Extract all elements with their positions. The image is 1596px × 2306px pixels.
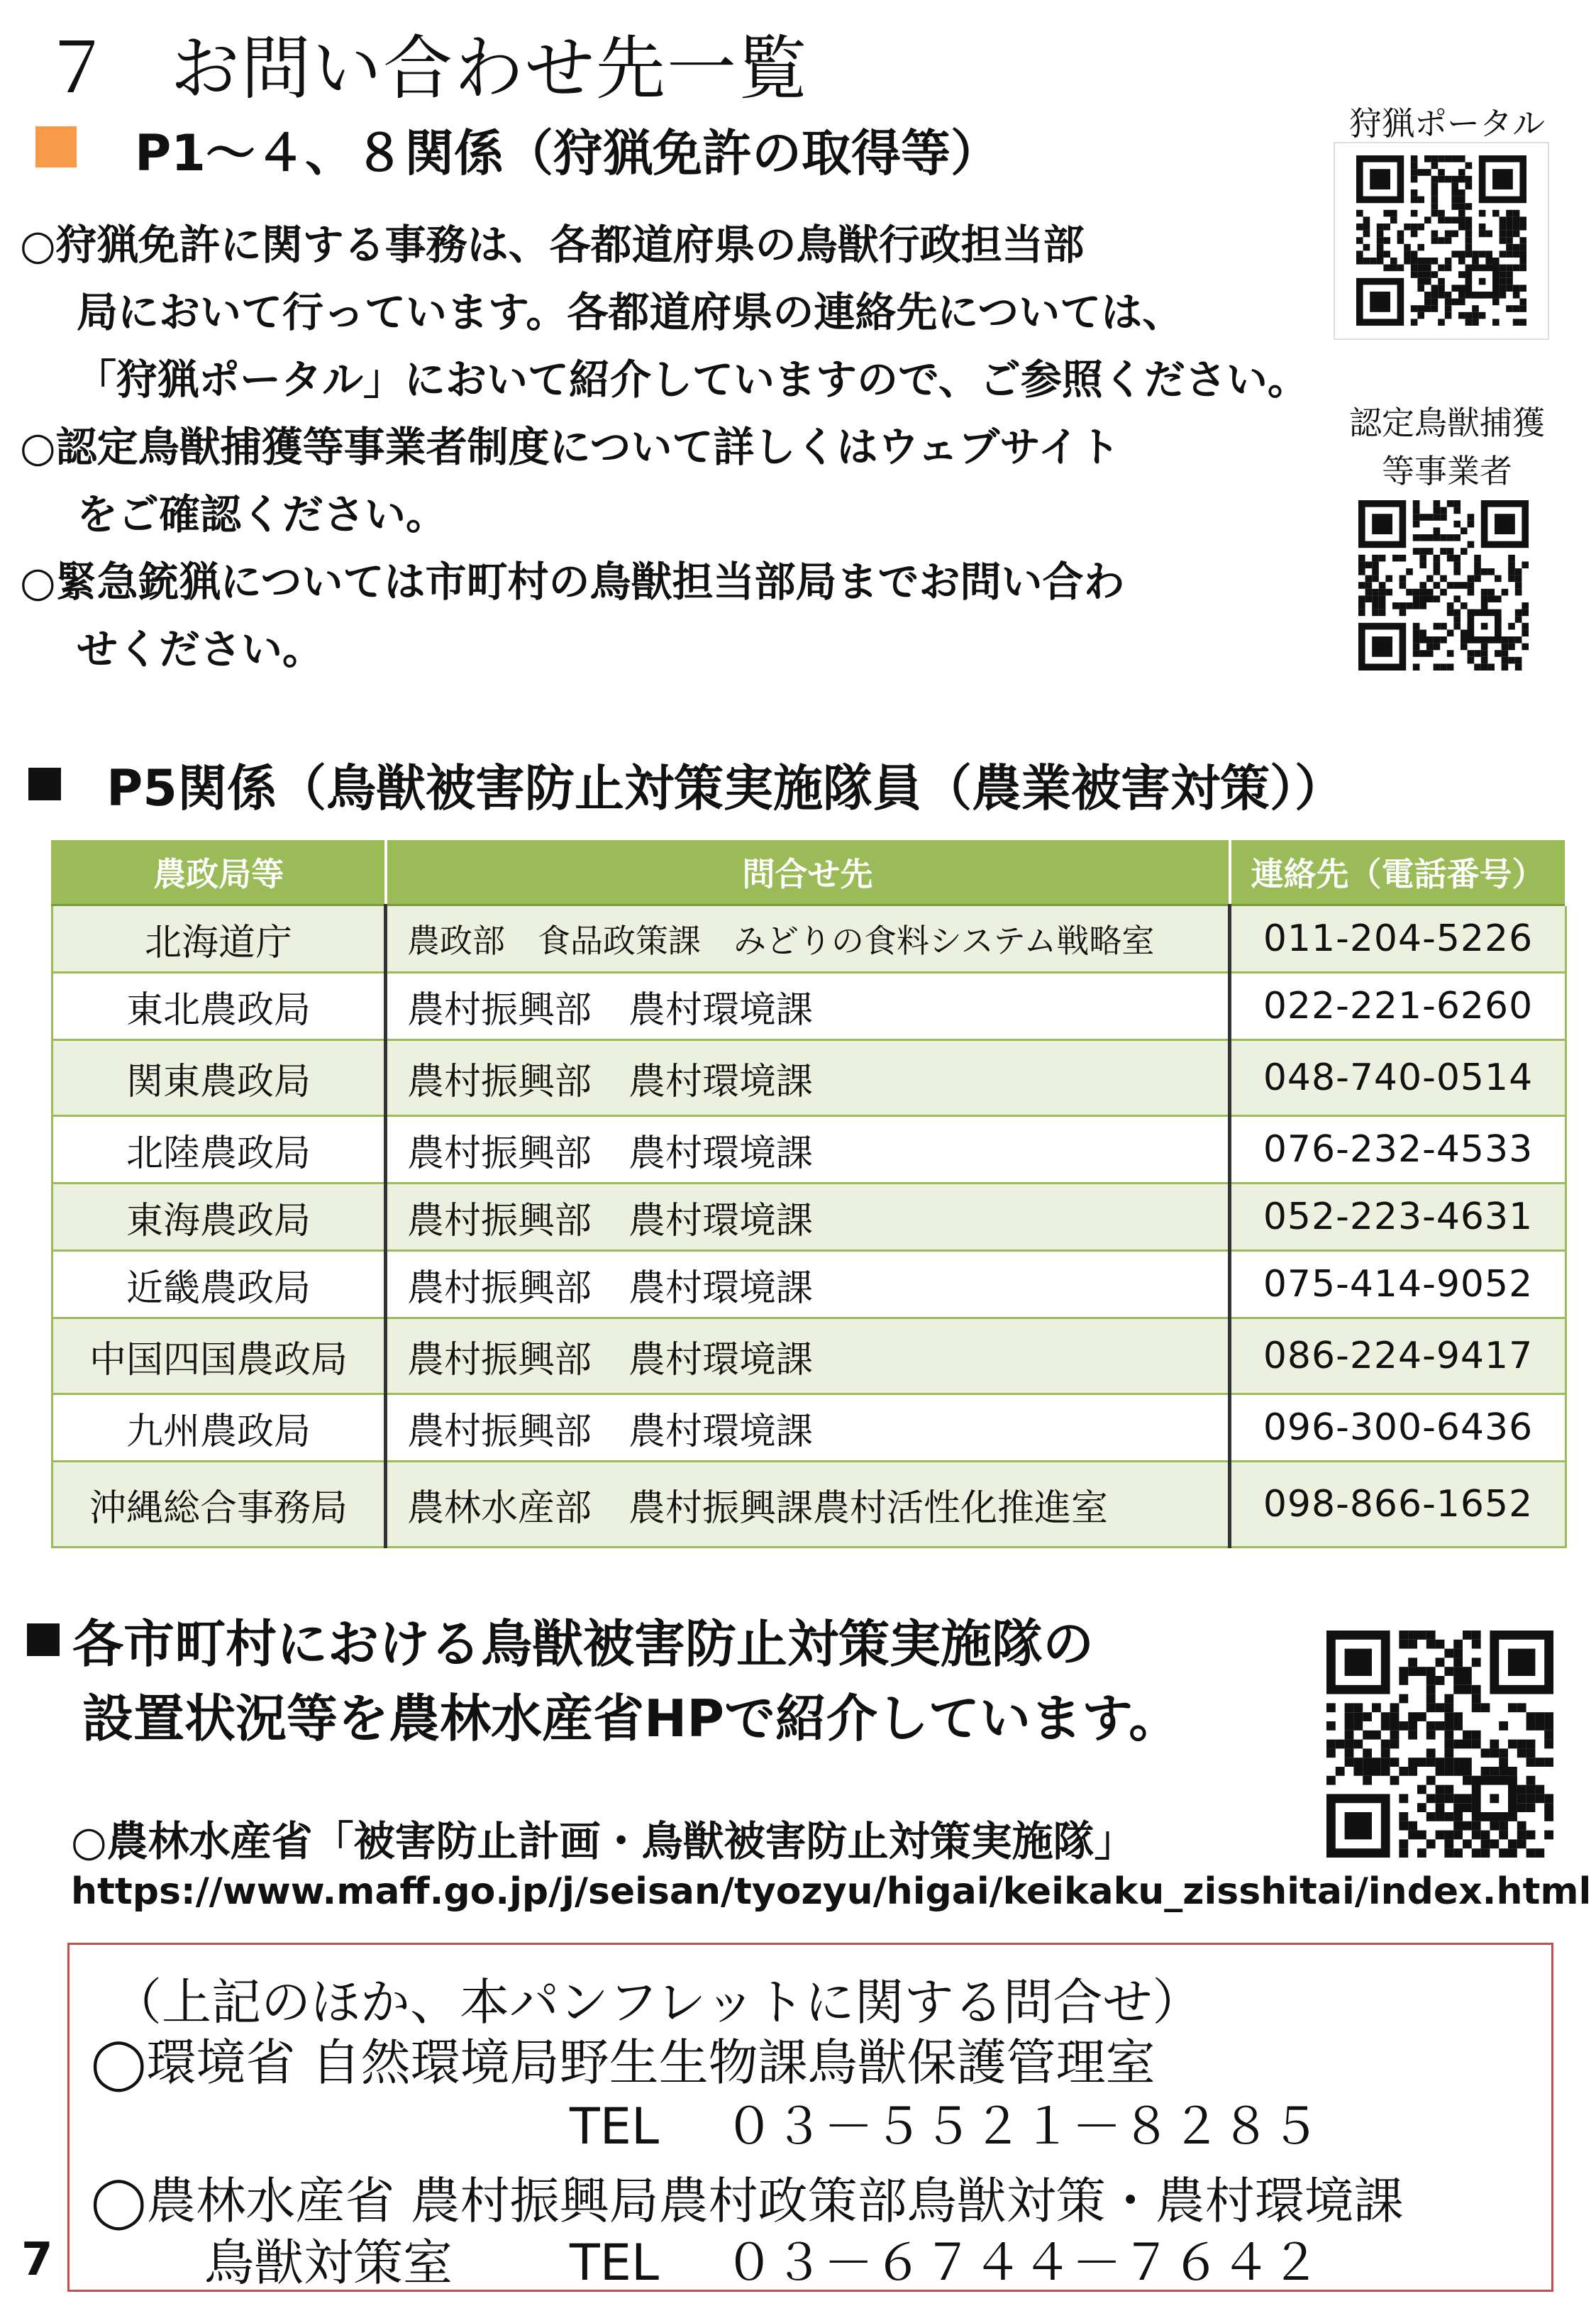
table-row [52,1116,1566,1184]
section3-line1: 各市町村における鳥獣被害防止対策実施隊の [72,1614,1095,1674]
paragraph-line: 局において行っています。各都道府県の連絡先については、 [77,288,1184,336]
table-row [52,1184,1566,1251]
cell-office: 関東農政局 [52,1040,386,1116]
cell-tel: 052-223-4631 [1230,1184,1566,1251]
table-row [52,905,1566,973]
qr-code-icon[interactable] [1326,1631,1553,1858]
section1-paragraph-2 [20,414,1339,548]
cell-office: 北海道庁 [52,905,386,973]
inquiry-moe-tel: TEL ０３－５５２１－８２８５ [570,2097,1321,2156]
cell-tel: 076-232-4533 [1230,1116,1566,1184]
cell-contact: 農村振興部 農村環境課 [386,973,1230,1040]
cell-tel: 048-740-0514 [1230,1040,1566,1116]
table-row [52,1394,1566,1462]
maff-link-text: ○農林水産省「被害防止計画・鳥獣被害防止対策実施隊」 [71,1817,1136,1865]
cell-office: 九州農政局 [52,1394,386,1462]
cell-tel: 096-300-6436 [1230,1394,1566,1462]
cell-contact: 農政部 食品政策課 みどりの食料システム戦略室 [386,905,1230,973]
table-header-tel: 連絡先（電話番号） [1230,839,1566,905]
cell-office: 沖縄総合事務局 [52,1462,386,1548]
qr-label-hunting-portal: 狩猟ポータル [1349,104,1545,143]
table-row [52,973,1566,1040]
inquiry-intro: （上記のほか、本パンフレットに関する問合せ） [112,1973,1202,2031]
section-bullet-square [27,1623,60,1656]
paragraph-line: ○狩猟免許に関する事務は、各都道府県の鳥獣行政担当部 [20,221,1085,269]
table-header-row [52,839,1566,905]
cell-contact: 農村振興部 農村環境課 [386,1040,1230,1116]
qr-code-icon[interactable] [1353,155,1530,326]
table-header-contact: 問合せ先 [386,839,1230,905]
cell-tel: 075-414-9052 [1230,1251,1566,1318]
section-bullet-square [35,126,77,167]
inquiry-maff-office: 鳥獣対策室 [204,2234,453,2292]
cell-office: 中国四国農政局 [52,1318,386,1394]
cell-tel: 098-866-1652 [1230,1462,1566,1548]
table-header-office: 農政局等 [52,839,386,905]
cell-office: 東海農政局 [52,1184,386,1251]
qr-label-certified-line1: 認定鳥獣捕獲 [1349,404,1545,442]
cell-tel: 011-204-5226 [1230,905,1566,973]
inquiry-maff-name: ◯農林水産省 農村振興局農村政策部鳥獣対策・農村環境課 [91,2172,1404,2230]
paragraph-line: 「狩猟ポータル」において紹介していますので、ご参照ください。 [75,355,1309,404]
cell-contact: 農村振興部 農村環境課 [386,1184,1230,1251]
qr-frame [1334,142,1549,340]
inquiry-moe-name: ◯環境省 自然環境局野生生物課鳥獣保護管理室 [91,2034,1156,2092]
paragraph-line: せください。 [77,625,324,673]
cell-tel: 086-224-9417 [1230,1318,1566,1394]
cell-office: 近畿農政局 [52,1251,386,1318]
cell-tel: 022-221-6260 [1230,973,1566,1040]
section1-paragraph-3 [20,548,1339,683]
page-title [43,13,809,113]
paragraph-line: をご確認ください。 [77,490,448,539]
section3-heading [27,1607,1180,1756]
cell-contact: 農村振興部 農村環境課 [386,1394,1230,1462]
page-title-text: お問い合わせ先一覧 [170,28,809,109]
section1-title: P1～４、８関係（狩猟免許の取得等） [135,124,1001,182]
cell-office: 東北農政局 [52,973,386,1040]
table-row [52,1318,1566,1394]
cell-contact: 農村振興部 農村環境課 [386,1251,1230,1318]
maff-url-link[interactable]: https://www.maff.go.jp/j/seisan/tyozyu/higai/keikaku_zisshitai/index.html [71,1870,1592,1913]
section2-title: P5関係（鳥獣被害防止対策実施隊員（農業被害対策）） [106,759,1345,817]
qr-code-icon[interactable] [1358,500,1529,671]
contact-table [51,837,1568,1548]
cell-office: 北陸農政局 [52,1116,386,1184]
table-row [52,1462,1566,1548]
section-bullet-square [28,768,61,800]
qr-label-certified-line2: 等事業者 [1382,452,1512,490]
paragraph-line: ○緊急銃猟については市町村の鳥獣担当部局までお問い合わ [20,558,1125,606]
inquiry-maff-tel: TEL ０３－６７４４－７６４２ [570,2234,1321,2292]
paragraph-line: ○認定鳥獣捕獲等事業者制度について詳しくはウェブサイト [20,423,1121,471]
table-row [52,1040,1566,1116]
section1-paragraph-1 [20,211,1339,414]
page-number: 7 [21,2234,53,2286]
section3-line2: 設置状況等を農林水産省HPで紹介しています。 [82,1689,1180,1748]
cell-contact: 農村振興部 農村環境課 [386,1116,1230,1184]
table-row [52,1251,1566,1318]
cell-contact: 農林水産部 農村振興課農村活性化推進室 [386,1462,1230,1548]
cell-contact: 農村振興部 農村環境課 [386,1318,1230,1394]
page-title-number: ７ [43,28,114,109]
inquiry-box [67,1943,1553,2292]
